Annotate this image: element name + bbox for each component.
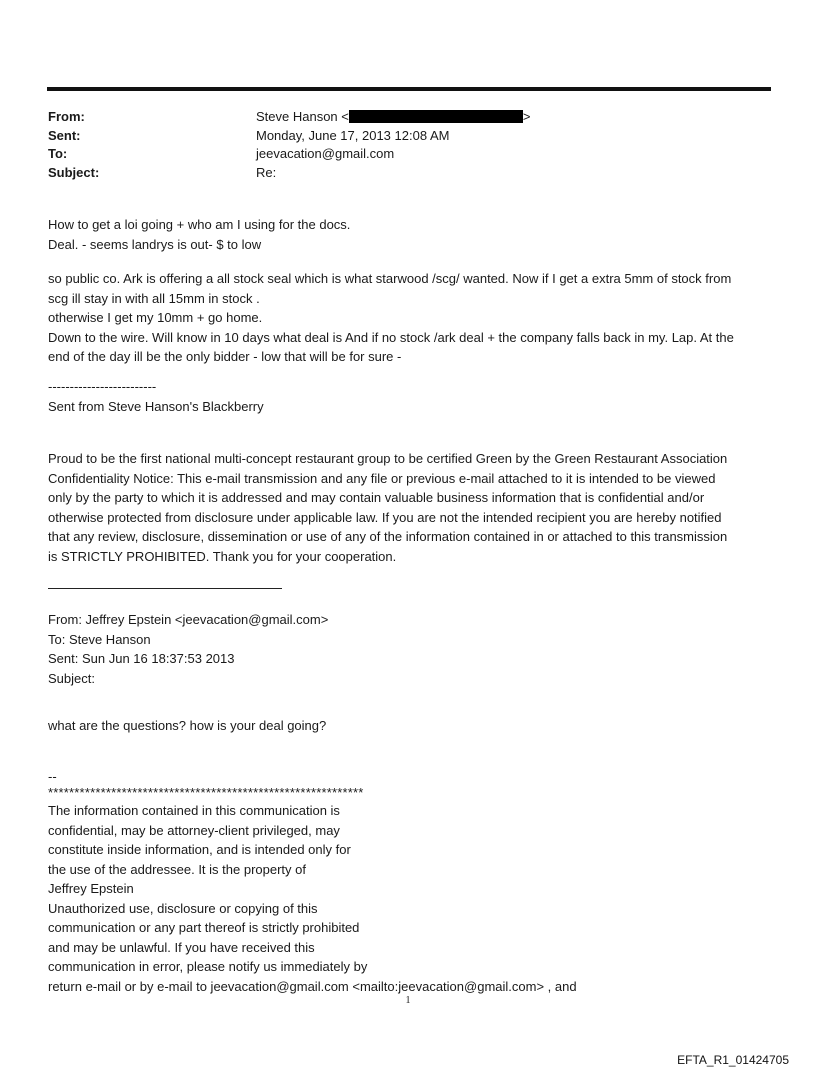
body-line: How to get a loi going + who am I using for the docs. (48, 217, 351, 232)
message-para-2 (48, 269, 764, 367)
body-line: Deal. - seems landrys is out- $ to low (48, 236, 262, 252)
body-line: end of the day ill be the only bidder - low that will be for sure - (48, 349, 402, 364)
disclaimer-line: The information contained in this communication is (48, 803, 340, 818)
document-id: EFTA_R1_01424705 (677, 1053, 789, 1067)
from-label: From: (48, 109, 85, 124)
quoted-sent: Sent: Sun Jun 16 18:37:53 2013 (48, 651, 235, 666)
quoted-message-text: what are the questions? how is your deal going? (48, 718, 327, 733)
disclaimer-line: and may be unlawful. If you have received this (48, 939, 315, 955)
page-number: 1 (405, 995, 411, 1006)
to-row (48, 145, 748, 164)
quoted-disclaimer (48, 769, 764, 996)
quoted-message (48, 716, 764, 736)
from-name: Steve Hanson < (256, 109, 349, 124)
to-label: To: (48, 146, 68, 161)
body-line: so public co. Ark is offering a all stock seal which is what starwood /scg/ wanted. Now if I get a extra 5mm of stock from (48, 271, 732, 286)
signature-block (48, 377, 764, 416)
disclaimer-line: communication or any part thereof is strictly prohibited (48, 920, 360, 935)
sent-row (48, 127, 748, 146)
body-line: Down to the wire. Will know in 10 days what deal is And if no stock /ark deal + the company falls back in my. Lap. At the (48, 329, 734, 345)
header-top-rule (47, 87, 771, 91)
disclaimer-line: confidential, may be attorney-client privileged, may (48, 822, 340, 838)
signature-separator: ------------------------- (48, 379, 157, 394)
notice-line: that any review, disclosure, dissemination or use of any of the information contained in or attached to this transmission (48, 529, 728, 544)
signature-text: Sent from Steve Hanson's Blackberry (48, 398, 264, 414)
quoted-from: From: Jeffrey Epstein <jeevacation@gmail.com> (48, 612, 329, 627)
notice-line: only by the party to which it is addressed and may contain valuable business information that is confidential and/or (48, 490, 705, 505)
subject-value: Re: (256, 164, 277, 180)
subject-label: Subject: (48, 164, 100, 180)
message-para-1 (48, 215, 764, 254)
notice-line: otherwise protected from disclosure under applicable law. If you are not the intended recipient you are hereby notified (48, 509, 722, 525)
body-line: scg ill stay in with all 15mm in stock . (48, 290, 260, 306)
from-value (256, 108, 530, 127)
disclaimer-line: return e-mail or by e-mail to jeevacation@gmail.com <mailto:jeevacation@gmail.com> , and (48, 978, 577, 994)
from-close: > (522, 109, 531, 124)
sent-value: Monday, June 17, 2013 12:08 AM (256, 127, 450, 143)
disclaimer-line: constitute inside information, and is intended only for (48, 842, 351, 857)
body-line: otherwise I get my 10mm + go home. (48, 310, 263, 325)
sent-label: Sent: (48, 127, 81, 143)
disclaimer-line: Jeffrey Epstein (48, 881, 134, 896)
quoted-to: To: Steve Hanson (48, 631, 151, 647)
disclaimer-stars: ************************************************************ (48, 785, 364, 800)
from-row (48, 108, 748, 127)
notice-line: Proud to be the first national multi-concept restaurant group to be certified Green by the Green Restaurant Association (48, 451, 728, 466)
disclaimer-line: communication in error, please notify us immediately by (48, 959, 368, 974)
reply-divider (48, 588, 282, 589)
confidentiality-notice (48, 449, 764, 566)
to-value: jeevacation@gmail.com (256, 146, 395, 161)
disclaimer-line: Unauthorized use, disclosure or copying of this (48, 900, 318, 916)
disclaimer-dashes: -- (48, 769, 57, 784)
quoted-header (48, 610, 764, 688)
email-header (48, 108, 748, 182)
redaction-block (349, 110, 523, 123)
subject-row (48, 164, 748, 183)
notice-line: is STRICTLY PROHIBITED. Thank you for your cooperation. (48, 548, 397, 564)
notice-line: Confidentiality Notice: This e-mail transmission and any file or previous e-mail attached to it is intended to be viewed (48, 470, 716, 486)
disclaimer-line: the use of the addressee. It is the property of (48, 861, 306, 877)
quoted-subject: Subject: (48, 670, 95, 686)
